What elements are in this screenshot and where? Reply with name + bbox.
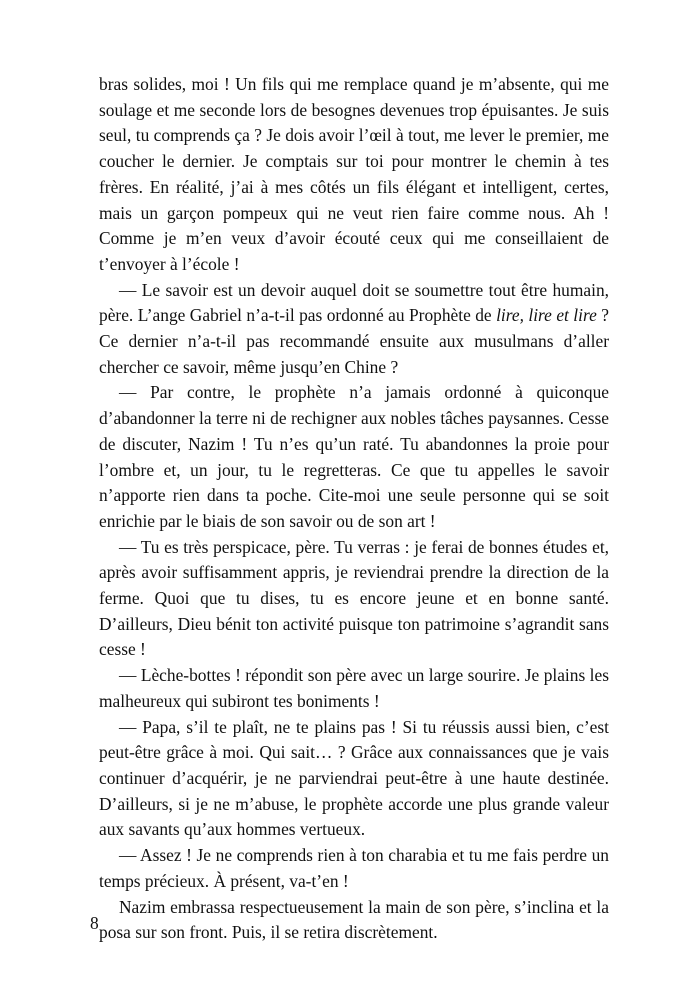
paragraph-8-text: Nazim embrassa respectueusement la main de son père, s’inclina et la posa sur son front. Puis, il se retira discrètement.: [99, 896, 609, 943]
paragraph-4-text: — Tu es très perspicace, père. Tu verras : je ferai de bonnes études et, après avoir suffisamment appris, je reviendrai prendre la direction de la ferme. Quoi que tu dises, tu es encore jeune et en bonne santé. D’ailleurs, Dieu bénit ton activité puisque ton patrimoine s’agrandit sans cesse !: [99, 536, 609, 660]
paragraph-5-text: — Lèche-bottes ! répondit son père avec un large sourire. Je plains les malheureux qui subiront tes boniments !: [99, 665, 609, 711]
paragraph-6: [99, 715, 609, 844]
paragraph-2-text-b: ? Ce dernier n’a-t-il pas recommandé ensuite aux musulmans d’aller chercher ce savoir, même jusqu’en Chine ?: [99, 305, 609, 377]
page-number: 8: [90, 913, 99, 933]
paragraph-4: [99, 535, 609, 664]
paragraph-2-italic-quote: lire, lire et lire: [496, 305, 597, 326]
paragraph-5: [99, 663, 609, 714]
paragraph-7: [99, 843, 609, 894]
paragraph-2: [99, 278, 609, 381]
paragraph-6-text: — Papa, s’il te plaît, ne te plains pas ! Si tu réussis aussi bien, c’est peut-être grâce à moi. Qui sait… ? Grâce aux connaissances que je vais continuer d’acquérir, je ne parviendrai peut-être à une haute destinée. D’ailleurs, si je ne m’abuse, le prophète accorde une plus grande valeur aux savants qu’aux hommes vertueux.: [99, 716, 609, 840]
page-body: [99, 72, 609, 946]
paragraph-7-text: — Assez ! Je ne comprends rien à ton charabia et tu me fais perdre un temps précieux. À présent, va-t’en !: [99, 845, 609, 891]
paragraph-3: [99, 380, 609, 534]
paragraph-8: [99, 895, 609, 946]
paragraph-2-text-a: — Le savoir est un devoir auquel doit se soumettre tout être humain, père. L’ange Gabriel n’a-t-il pas ordonné au Prophète de: [99, 279, 609, 326]
paragraph-1: [99, 72, 609, 278]
paragraph-1-text: bras solides, moi ! Un fils qui me remplace quand je m’absente, qui me soulage et me seconde lors de besognes devenues trop épuisantes. Je suis seul, tu comprends ça ? Je dois avoir l’œil à tout, me lever le premier, me coucher le dernier. Je comptais sur toi pour montrer le chemin à tes frères. En réalité, j’ai à mes côtés un fils élégant et intelligent, certes, mais un garçon pompeux qui ne veut rien faire comme nous. Ah ! Comme je m’en veux d’avoir écouté ceux qui me conseillaient de t’envoyer à l’école !: [99, 74, 609, 274]
paragraph-3-text: — Par contre, le prophète n’a jamais ordonné à quiconque d’abandonner la terre ni de rechigner aux nobles tâches paysannes. Cesse de discuter, Nazim ! Tu n’es qu’un raté. Tu abandonnes la proie pour l’ombre et, un jour, tu le regretteras. Ce que tu appelles le savoir n’apporte rien dans ta poche. Cite-moi une seule personne qui se soit enrichie par le biais de son savoir ou de son art !: [99, 382, 609, 531]
